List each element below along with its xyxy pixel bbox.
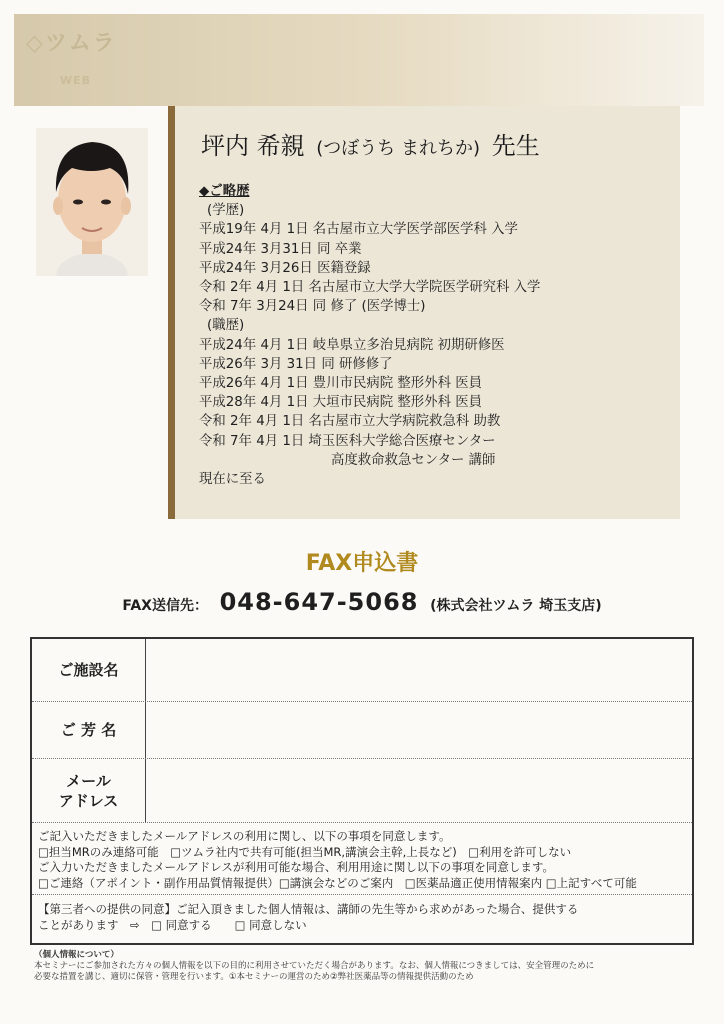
privacy-title: （個人情報について） xyxy=(34,950,119,960)
career-heading: ◆ご略歴 xyxy=(199,184,250,199)
work-entry-continued: 高度救命救急センター 講師 xyxy=(331,452,496,468)
current-status: 現在に至る xyxy=(199,472,266,488)
email-label-line-2: アドレス xyxy=(58,791,119,810)
lecturer-name-reading: (つぼうち まれちか) xyxy=(316,138,481,159)
career-history xyxy=(199,182,679,489)
profile-panel xyxy=(168,106,680,519)
fax-destination xyxy=(0,588,724,616)
fax-number: 048-647-5068 xyxy=(219,588,419,616)
facility-label: ご施設名 xyxy=(32,639,146,701)
email-consent-section xyxy=(38,829,688,891)
consent-line: ご入力いただきましたメールアドレスが利用可能な場合、利用用途に関し以下の事項を同意します。 xyxy=(38,860,554,874)
third-party-consent-section xyxy=(38,901,688,933)
email-field[interactable] xyxy=(146,759,692,822)
fax-company: (株式会社ツムラ 埼玉支店) xyxy=(430,598,602,614)
education-entry: 令和 7年 3月24日 同 修了 (医学博士) xyxy=(199,299,426,315)
facility-row xyxy=(32,639,692,702)
work-entry: 平成28年 4月 1日 大垣市民病院 整形外科 医員 xyxy=(199,395,482,411)
email-label-line-1: メール xyxy=(66,771,111,790)
education-entry: 平成24年 3月31日 同 卒業 xyxy=(199,241,362,257)
tsumura-logo: ◇ツムラ xyxy=(26,31,117,56)
consent-options-line[interactable]: □ご連絡（アポイント・副作用品質情報提供）□講演会などのご案内 □医薬品適正使用情報案内 □上記すべて可能 xyxy=(38,875,637,890)
education-label: (学歴) xyxy=(207,203,245,219)
lecturer-honorific: 先生 xyxy=(491,132,540,160)
email-row xyxy=(32,759,692,823)
lecturer-name-row xyxy=(201,126,540,161)
education-entry: 平成19年 4月 1日 名古屋市立大学医学部医学科 入学 xyxy=(199,222,518,238)
privacy-notice xyxy=(34,950,694,983)
facility-field[interactable] xyxy=(146,639,692,701)
third-party-text: 【第三者への提供の同意】ご記入頂きました個人情報は、講師の先生等から求めがあった場合、提供する xyxy=(38,902,579,916)
fax-form-title: FAX申込書 xyxy=(305,551,419,576)
email-label xyxy=(32,759,146,822)
education-entry: 令和 2年 4月 1日 名古屋市立大学大学院医学研究科 入学 xyxy=(199,280,541,296)
work-label: (職歴) xyxy=(207,318,245,334)
work-entry: 令和 2年 4月 1日 名古屋市立大学病院救急科 助教 xyxy=(199,414,501,430)
divider xyxy=(32,894,692,895)
consent-line: ご記入いただきましたメールアドレスの利用に関し、以下の事項を同意します。 xyxy=(38,829,451,843)
lecturer-name: 坪内 希親 xyxy=(201,132,305,160)
work-entry: 平成26年 3月 31日 同 研修修了 xyxy=(199,356,393,372)
work-entry: 令和 7年 4月 1日 埼玉医科大学総合医療センター xyxy=(199,433,496,449)
education-entry: 平成24年 3月26日 医籍登録 xyxy=(199,260,371,276)
consent-options-line[interactable]: □担当MRのみ連絡可能 □ツムラ社内で共有可能(担当MR,講演会主幹,上長など) □利用を許可しない xyxy=(38,844,572,859)
name-field[interactable] xyxy=(146,702,692,758)
third-party-options[interactable]: ことがあります ⇨ □ 同意する □ 同意しない xyxy=(38,918,307,932)
privacy-line: 必要な措置を講じ、適切に保管・管理を行います。①本セミナーの運営のため②弊社医薬品等の情報提供活動のため xyxy=(34,972,474,982)
privacy-line: 本セミナーにご参加された方々の個人情報を以下の目的に利用させていただく場合があります。なお、個人情報につきましては、安全管理のために xyxy=(34,961,595,971)
fax-to-label: FAX送信先： xyxy=(122,598,208,614)
lecturer-photo xyxy=(36,128,148,276)
application-form xyxy=(30,637,694,945)
header-banner xyxy=(14,14,704,106)
tsumura-logo-sub: WEB xyxy=(60,74,92,87)
work-entry: 平成26年 4月 1日 豊川市民病院 整形外科 医員 xyxy=(199,376,482,392)
name-label: ご 芳 名 xyxy=(32,702,146,758)
portrait-illustration xyxy=(36,128,148,276)
name-row xyxy=(32,702,692,759)
work-entry: 平成24年 4月 1日 岐阜県立多治見病院 初期研修医 xyxy=(199,337,505,353)
